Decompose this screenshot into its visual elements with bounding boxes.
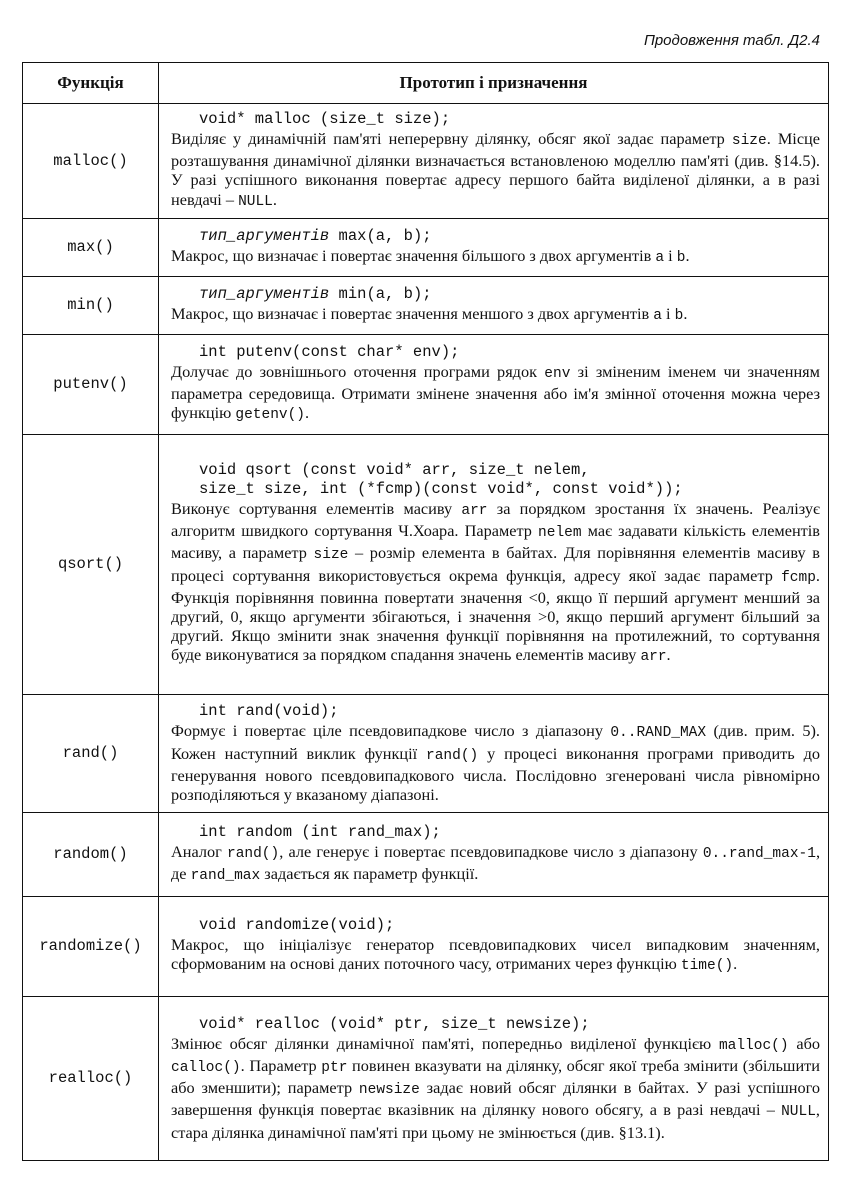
- function-description: Аналог rand(), але генерує і повертає псевдовипадкове число з діапазону 0..rand_max-1, де rand_max задається як параметр функції.: [171, 841, 821, 884]
- function-description: Долучає до зовнішнього оточення програми рядок env зі зміненим іменем чи значенням параметра середовища. Отримати змінене значення або ім'я змінної оточення можна через функцію getenv().: [171, 362, 820, 424]
- function-prototype: size_t size, int (*fcmp)(const void*, const void*));: [199, 480, 683, 498]
- code-identifier: size: [731, 133, 767, 149]
- function-description: Виконує сортування елементів масиву arr за порядком зростання їх значень. Реалізує алгоритм швидкого сортування Ч.Хоара. Параметр nelem має задавати кількість елементів масиву, а параметр size – розмір елемента в байтах. Для порівняння елементів масиву в процесі сортування використовується окрема функція, адресу якої задає параметр fcmp. Функція порівняння повинна повертати значення <0, якщо її перший аргумент менший за другий, 0, якщо аргументи збігаються, і значення >0, якщо перший аргумент більший за другий. Якщо змінити знак значення функції порівняння на протилежний, то сортування буде виконуватися за порядком спадання значень елементів масиву arr.: [171, 499, 820, 666]
- table-row: [23, 896, 829, 996]
- code-identifier: size: [313, 547, 349, 564]
- header-function: Функція: [23, 63, 159, 104]
- function-name: min(): [23, 276, 159, 334]
- table-row: [23, 104, 829, 219]
- prototype-signature: min(a, b);: [329, 284, 432, 303]
- function-prototype: void* realloc (void* ptr, size_t newsize);: [199, 1014, 590, 1033]
- code-identifier: rand(): [426, 747, 479, 764]
- function-prototype: int random (int rand_max);: [199, 822, 441, 841]
- code-identifier: nelem: [538, 525, 582, 542]
- function-prototype: [171, 285, 820, 304]
- function-name: malloc(): [23, 104, 159, 219]
- code-identifier: arr: [640, 649, 667, 666]
- table-row: [23, 996, 829, 1160]
- prototype-return-type: тип_аргументів: [199, 226, 330, 245]
- code-identifier: arr: [461, 503, 488, 519]
- function-name: rand(): [23, 694, 159, 812]
- function-description-cell: [159, 434, 829, 694]
- function-description: Формує і повертає ціле псевдовипадкове число з діапазону 0..RAND_MAX (див. прим. 5). Кожен наступний виклик функції rand() у процесі виконання програми приводить до генерування нового псевдовипадкового числа. Послідовно згенеровані числа рівномірно розподіляються у вказаному діапазоні.: [171, 721, 821, 805]
- prototype-signature: max(a, b);: [329, 226, 432, 245]
- code-identifier: rand_max: [190, 867, 261, 884]
- function-description: Змінює обсяг ділянки динамічної пам'яті, попередньо виділеної функцією malloc() або calloc(). Параметр ptr повинен вказувати на ділянку, обсяг якої треба змінити (збільшити або зменшити); параметр newsize задає новий обсяг ділянки в байтах. У разі успішного завершення функція повертає вказівник на ділянку нового обсягу, а в разі невдачі – NULL, стара ділянка динамічної пам'яті при цьому не змінюється (див. §13.1).: [171, 1033, 821, 1142]
- function-description-cell: [159, 218, 829, 276]
- function-description: Виділяє у динамічній пам'яті неперервну ділянку, обсяг якої задає параметр size. Місце розташування динамічної ділянки визначається встановленою моделлю пам'яті (див. §14.5). У разі успішного виконання повертає адресу першого байта виділеної ділянки, а в разі невдачі – NULL.: [171, 129, 820, 210]
- code-identifier: rand(): [227, 845, 280, 862]
- functions-table: [22, 62, 829, 1161]
- function-description-cell: [159, 812, 829, 896]
- code-identifier: 0..rand_max-1: [702, 845, 816, 862]
- table-row: [23, 694, 829, 812]
- function-description: Макрос, що ініціалізує генератор псевдовипадкових чисел випадковим значенням, сформованим на основі даних поточного часу, отриманих через функцію time().: [171, 935, 820, 975]
- code-identifier: ptr: [321, 1060, 348, 1076]
- function-prototype: void randomize(void);: [199, 916, 395, 935]
- function-prototype: void qsort (const void* arr, size_t nelem,: [199, 461, 590, 479]
- function-name: qsort(): [23, 434, 159, 694]
- code-identifier: a: [655, 249, 665, 266]
- code-identifier: time(): [680, 958, 734, 975]
- code-identifier: b: [674, 307, 684, 324]
- table-row: [23, 812, 829, 896]
- code-identifier: getenv(): [235, 407, 306, 424]
- function-description-cell: [159, 104, 829, 219]
- function-description: Макрос, що визначає і повертає значення більшого з двох аргументів a і b.: [171, 245, 690, 266]
- function-description-cell: [159, 276, 829, 334]
- function-description-cell: [159, 996, 829, 1160]
- code-identifier: env: [544, 366, 571, 382]
- table-row: [23, 434, 829, 694]
- header-prototype: Прототип і призначення: [159, 63, 829, 104]
- function-prototype: int putenv(const char* env);: [199, 343, 460, 361]
- code-identifier: 0..RAND_MAX: [610, 725, 707, 742]
- function-name: random(): [23, 812, 159, 896]
- code-identifier: NULL: [781, 1104, 816, 1121]
- function-description-cell: [159, 334, 829, 434]
- function-name: max(): [23, 218, 159, 276]
- code-identifier: malloc(): [718, 1037, 789, 1054]
- function-prototype: [171, 227, 820, 246]
- code-identifier: NULL: [238, 193, 273, 210]
- function-name: randomize(): [23, 896, 159, 996]
- code-identifier: calloc(): [171, 1060, 241, 1076]
- table-header-row: [23, 63, 829, 104]
- table-row: [23, 276, 829, 334]
- code-identifier: b: [676, 249, 686, 266]
- code-identifier: fcmp: [781, 569, 816, 586]
- function-prototype: void* malloc (size_t size);: [199, 110, 451, 128]
- function-description-cell: [159, 694, 829, 812]
- code-identifier: a: [653, 307, 662, 324]
- table-row: [23, 334, 829, 434]
- function-name: putenv(): [23, 334, 159, 434]
- prototype-return-type: тип_аргументів: [199, 284, 330, 303]
- table-row: [23, 218, 829, 276]
- function-description-cell: [159, 896, 829, 996]
- code-identifier: newsize: [358, 1082, 420, 1099]
- table-caption: Продовження табл. Д2.4: [643, 32, 820, 49]
- function-prototype: int rand(void);: [199, 702, 339, 721]
- function-description: Макрос, що визначає і повертає значення меншого з двох аргументів a і b.: [171, 303, 688, 324]
- function-name: realloc(): [23, 996, 159, 1160]
